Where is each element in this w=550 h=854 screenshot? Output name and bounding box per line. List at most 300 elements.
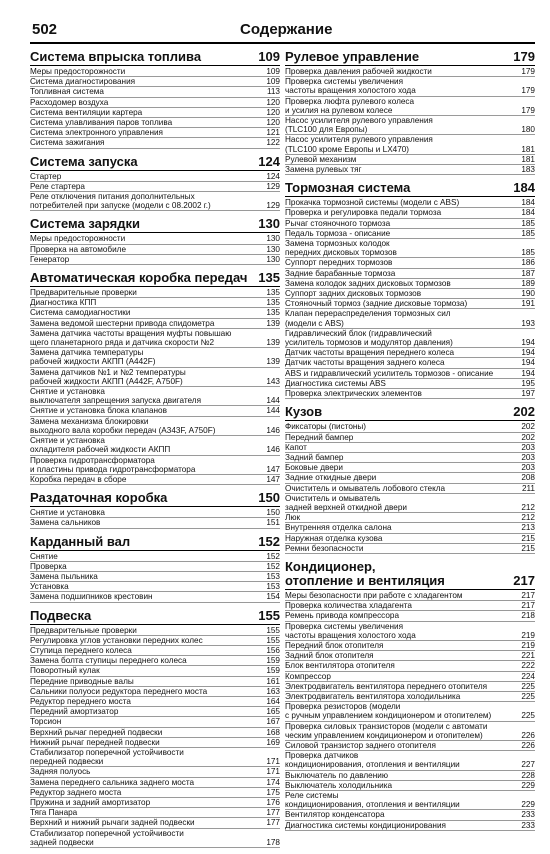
entry-title: Вентилятор конденсатора (285, 810, 385, 820)
toc-entry[interactable] (30, 108, 280, 118)
entry-page-number: 203 (521, 463, 535, 473)
toc-section (30, 155, 280, 212)
toc-entry[interactable] (30, 308, 280, 318)
entry-page-number: 152 (266, 551, 280, 561)
entry-page-number: 175 (266, 787, 280, 797)
toc-entry[interactable] (285, 258, 535, 268)
toc-entry[interactable] (30, 348, 280, 367)
entry-page-number: 189 (521, 278, 535, 288)
toc-entry[interactable] (285, 422, 535, 432)
page-number: 502 (32, 21, 58, 38)
toc-entry[interactable] (30, 288, 280, 298)
entry-title: Верхний и нижний рычаги задней подвески (30, 818, 195, 828)
entry-page-number: 179 (521, 105, 535, 115)
toc-entry[interactable] (30, 128, 280, 138)
toc-entry[interactable] (30, 67, 280, 77)
entry-title: Прокачка тормозной системы (модели с ABS) (285, 198, 460, 208)
toc-entry[interactable] (285, 591, 535, 601)
toc-entry[interactable] (285, 601, 535, 611)
entry-title: Клапан перераспределения тормозных сил (модели с ABS) (285, 309, 451, 328)
entry-title: Система электронного управления (30, 128, 163, 138)
entry-page-number: 193 (521, 318, 535, 328)
toc-entry[interactable] (285, 219, 535, 229)
toc-entry[interactable] (30, 77, 280, 87)
toc-entry[interactable] (30, 656, 280, 666)
toc-entry[interactable] (30, 778, 280, 788)
entry-title: Очиститель и омыватель лобового стекла (285, 483, 446, 493)
entry-title: Педаль тормоза - описание (285, 228, 391, 238)
entry-title: Блок вентилятора отопителя (285, 661, 395, 671)
entry-title: Электродвигатель вентилятора холодильника (285, 691, 461, 701)
entry-title: Проверка количества хладагента (285, 601, 412, 611)
toc-section (285, 560, 535, 831)
entry-page-number: 154 (266, 592, 280, 602)
toc-entry[interactable] (285, 810, 535, 820)
entry-page-number: 120 (266, 97, 280, 107)
entry-page-number: 226 (521, 740, 535, 750)
toc-entry[interactable] (30, 666, 280, 676)
toc-entry[interactable] (285, 544, 535, 554)
entry-title: Замена датчика частоты вращения муфты повышаю щего планетарного ряда и датчика скорости №2 (30, 328, 232, 348)
toc-entry[interactable] (285, 702, 535, 721)
entry-page-number: 176 (266, 797, 280, 807)
entry-title: Проверка системы увеличения частоты вращения холостого хода (285, 77, 416, 96)
toc-entry[interactable] (30, 829, 280, 848)
section-page-number: 155 (258, 607, 280, 623)
toc-entry[interactable] (285, 751, 535, 770)
toc-entry[interactable] (30, 436, 280, 455)
entry-title: ABS и гидравлический усилитель тормозов - описание (285, 368, 494, 378)
toc-entry[interactable] (285, 97, 535, 116)
entry-title: Реле стартера (30, 181, 85, 191)
toc-section (30, 491, 280, 528)
toc-entry[interactable] (285, 781, 535, 791)
entry-title: Снятие и установка выключателя запрещения запуска двигателя (30, 387, 202, 406)
entry-title: Замена рулевых тяг (285, 165, 362, 175)
section-heading[interactable] (30, 50, 280, 66)
entry-page-number: 179 (521, 67, 535, 76)
entry-page-number: 225 (521, 691, 535, 701)
entry-page-number: 179 (521, 86, 535, 96)
section-page-number: 202 (513, 404, 535, 420)
toc-entry[interactable] (285, 239, 535, 258)
toc-entry[interactable] (285, 641, 535, 651)
entry-page-number: 218 (521, 611, 535, 621)
toc-section (285, 405, 535, 554)
entry-page-number: 203 (521, 452, 535, 462)
entry-page-number: 202 (521, 432, 535, 442)
toc-entry[interactable] (285, 198, 535, 208)
toc-entry[interactable] (285, 682, 535, 692)
entry-page-number: 225 (521, 711, 535, 721)
entry-title: Проверка гидротрансформатора и пластины привода гидротрансформатора (30, 455, 196, 474)
entry-page-number: 185 (521, 228, 535, 238)
toc-entry[interactable] (285, 494, 535, 513)
entry-title: Датчик частоты вращения переднего колеса (285, 348, 455, 358)
section-heading[interactable] (30, 609, 280, 625)
entry-page-number: 225 (521, 681, 535, 691)
toc-entry[interactable] (285, 463, 535, 473)
entry-page-number: 168 (266, 727, 280, 737)
entry-page-number: 215 (521, 533, 535, 543)
entry-page-number: 163 (266, 686, 280, 696)
toc-entry[interactable] (285, 77, 535, 96)
toc-entry[interactable] (30, 406, 280, 416)
entry-title: Гидравлический блок (гидравлический усилитель тормозов и модулятор давления) (285, 328, 453, 348)
entry-page-number: 197 (521, 389, 535, 399)
toc-entry[interactable] (285, 309, 535, 328)
toc-entry[interactable] (30, 798, 280, 808)
entry-title: Стартер (30, 171, 62, 181)
toc-entry[interactable] (285, 443, 535, 453)
toc-entry[interactable] (30, 518, 280, 528)
section-title: Кузов (285, 404, 323, 420)
toc-entry[interactable] (285, 692, 535, 702)
entry-title: Суппорт задних дисковых тормозов (285, 289, 422, 299)
entry-title: Насос усилителя рулевого управления (TLC100 кроме Европы и LX470) (285, 135, 433, 154)
entry-title: Сальники полуоси редуктора переднего моста (30, 686, 208, 696)
entry-title: Датчик частоты вращения заднего колеса (285, 358, 445, 368)
entry-title: Проверка датчиков кондиционирования, отопления и вентиляции (285, 751, 460, 770)
toc-entry[interactable] (285, 67, 535, 77)
entry-page-number: 183 (521, 165, 535, 175)
entry-page-number: 144 (266, 406, 280, 416)
toc-entry[interactable] (30, 562, 280, 572)
entry-page-number: 211 (521, 483, 535, 493)
entry-title: Реле отключения питания дополнительных потребителей при запуске (модели с 08.2002 г.) (30, 192, 211, 211)
section-page-number: 179 (513, 49, 535, 64)
section-title: Система зарядки (30, 216, 140, 232)
entry-title: Проверка на автомобиле (30, 244, 127, 254)
entry-title: Проверка и регулировка педали тормоза (285, 208, 442, 218)
toc-entry[interactable] (285, 672, 535, 682)
toc-entry[interactable] (30, 626, 280, 636)
entry-title: Замена пыльника (30, 571, 98, 581)
entry-page-number: 129 (266, 181, 280, 191)
section-heading[interactable] (285, 181, 535, 197)
entry-title: Система зажигания (30, 138, 105, 148)
section-page-number: 130 (258, 216, 280, 232)
entry-title: Капот (285, 442, 307, 452)
entry-page-number: 194 (521, 358, 535, 368)
entry-page-number: 177 (266, 818, 280, 828)
entry-page-number: 222 (521, 661, 535, 671)
toc-entry[interactable] (30, 118, 280, 128)
entry-page-number: 178 (266, 837, 280, 847)
entry-page-number: 174 (266, 777, 280, 787)
entry-page-number: 156 (266, 645, 280, 655)
entry-page-number: 227 (521, 760, 535, 770)
toc-entry[interactable] (30, 572, 280, 582)
toc-entry[interactable] (30, 582, 280, 592)
toc-entry[interactable] (285, 155, 535, 165)
entry-title: Верхний рычаг передней подвески (30, 727, 163, 737)
entry-title: Предварительные проверки (30, 625, 137, 635)
toc-entry[interactable] (285, 791, 535, 810)
toc-entry[interactable] (285, 622, 535, 641)
entry-title: Ремни безопасности (285, 543, 364, 553)
entry-page-number: 130 (266, 244, 280, 254)
entry-title: Расходомер воздуха (30, 97, 109, 107)
toc-entry[interactable] (285, 289, 535, 299)
entry-page-number: 217 (521, 601, 535, 611)
toc-left-column (30, 50, 280, 854)
section-title: Рулевое управление (285, 49, 420, 64)
toc-entry[interactable] (30, 508, 280, 518)
toc-entry[interactable] (285, 165, 535, 175)
toc-entry[interactable] (285, 433, 535, 443)
entry-title: Редуктор переднего моста (30, 696, 131, 706)
section-title: Кондиционер, отопление и вентиляция (285, 558, 445, 588)
toc-entry[interactable] (285, 348, 535, 358)
entry-title: Пружина и задний амортизатор (30, 797, 151, 807)
section-heading[interactable] (30, 155, 280, 171)
toc-entry[interactable] (30, 387, 280, 406)
toc-entry[interactable] (30, 475, 280, 485)
entry-page-number: 228 (521, 770, 535, 780)
entry-title: Замена механизма блокировки выходного вала коробки передач (A343F, A750F) (30, 416, 216, 435)
toc-entry[interactable] (285, 651, 535, 661)
section-title: Система запуска (30, 153, 138, 169)
entry-title: Поворотный кулак (30, 666, 100, 676)
entry-page-number: 130 (266, 234, 280, 244)
entry-page-number: 202 (521, 422, 535, 432)
entry-title: Меры предосторожности (30, 234, 126, 244)
entry-page-number: 191 (521, 299, 535, 309)
entry-title: Коробка передач в сборе (30, 474, 127, 484)
entry-title: Диагностика системы кондиционирования (285, 820, 446, 830)
entry-title: Стабилизатор поперечной устойчивости задней подвески (30, 828, 184, 847)
entry-page-number: 153 (266, 582, 280, 592)
section-heading[interactable] (30, 535, 280, 551)
section-title: Раздаточная коробка (30, 490, 168, 506)
toc-entry[interactable] (30, 417, 280, 436)
entry-title: Проверка резисторов (модели с ручным управлением кондиционером и отопителем) (285, 702, 492, 721)
toc-entry[interactable] (285, 523, 535, 533)
toc-entry[interactable] (30, 98, 280, 108)
entry-page-number: 185 (521, 248, 535, 258)
toc-entry[interactable] (30, 192, 280, 211)
toc-entry[interactable] (285, 379, 535, 389)
entry-page-number: 229 (521, 800, 535, 810)
entry-page-number: 122 (266, 138, 280, 148)
entry-page-number: 190 (521, 289, 535, 299)
entry-page-number: 129 (266, 201, 280, 211)
entry-page-number: 233 (521, 820, 535, 830)
toc-entry[interactable] (30, 138, 280, 148)
toc-right-column (285, 50, 535, 837)
entry-page-number: 121 (266, 128, 280, 138)
toc-entry[interactable] (285, 229, 535, 239)
toc-entry[interactable] (285, 369, 535, 379)
entry-title: Замена колодок задних дисковых тормозов (285, 278, 451, 288)
toc-entry[interactable] (30, 767, 280, 777)
entry-title: Передний блок отопителя (285, 640, 384, 650)
entry-page-number: 120 (266, 118, 280, 128)
entry-page-number: 229 (521, 780, 535, 790)
section-page-number: 124 (258, 153, 280, 169)
entry-title: Снятие (30, 551, 58, 561)
section-heading[interactable] (285, 560, 535, 590)
section-title: Тормозная система (285, 180, 411, 196)
entry-page-number: 221 (521, 651, 535, 661)
entry-page-number: 130 (266, 254, 280, 264)
entry-title: Замена тормозных колодок передних дисковых тормозов (285, 239, 397, 258)
entry-title: Установка (30, 582, 69, 592)
entry-page-number: 167 (266, 717, 280, 727)
entry-page-number: 226 (521, 730, 535, 740)
entry-title: Суппорт передних тормозов (285, 258, 393, 268)
toc-entry[interactable] (285, 771, 535, 781)
toc-entry[interactable] (285, 453, 535, 463)
entry-page-number: 186 (521, 258, 535, 268)
toc-entry[interactable] (30, 234, 280, 244)
toc-entry[interactable] (30, 456, 280, 475)
toc-entry[interactable] (285, 299, 535, 309)
toc-entry[interactable] (285, 661, 535, 671)
section-heading[interactable] (30, 271, 280, 287)
toc-entry[interactable] (30, 87, 280, 97)
entry-page-number: 184 (521, 198, 535, 208)
toc-entry[interactable] (30, 677, 280, 687)
section-page-number: 135 (258, 270, 280, 286)
entry-page-number: 185 (521, 218, 535, 228)
toc-entry[interactable] (30, 748, 280, 767)
entry-title: Задние барабанные тормоза (285, 268, 396, 278)
entry-title: Реле системы кондиционирования, отопления и вентиляции (285, 791, 460, 810)
section-title: Карданный вал (30, 533, 131, 549)
section-page-number: 184 (513, 180, 535, 196)
entry-title: Замена болта ступицы переднего колеса (30, 656, 187, 666)
entry-page-number: 147 (266, 474, 280, 484)
entry-title: Задние откидные двери (285, 473, 377, 483)
toc-entry[interactable] (30, 808, 280, 818)
entry-title: Боковые двери (285, 463, 343, 473)
toc-entry[interactable] (30, 245, 280, 255)
toc-entry[interactable] (30, 172, 280, 182)
toc-entry[interactable] (285, 473, 535, 483)
entry-title: Регулировка углов установки передних колес (30, 635, 203, 645)
entry-title: Снятие и установка охладителя рабочей жидкости АКПП (30, 436, 171, 455)
toc-entry[interactable] (30, 319, 280, 329)
entry-title: Проверка (30, 561, 67, 571)
toc-entry[interactable] (285, 741, 535, 751)
entry-title: Электродвигатель вентилятора переднего отопителя (285, 681, 488, 691)
entry-title: Система самодиагностики (30, 308, 131, 318)
entry-page-number: 150 (266, 508, 280, 518)
toc-entry[interactable] (285, 513, 535, 523)
section-page-number: 152 (258, 533, 280, 549)
entry-page-number: 147 (266, 464, 280, 474)
toc-entry[interactable] (30, 818, 280, 828)
entry-page-number: 143 (266, 376, 280, 386)
entry-page-number: 161 (266, 676, 280, 686)
entry-title: Генератор (30, 254, 70, 264)
toc-section (30, 217, 280, 265)
toc-entry[interactable] (30, 182, 280, 192)
toc-entry[interactable] (285, 389, 535, 399)
entry-title: Ремень привода компрессора (285, 611, 400, 621)
toc-entry[interactable] (30, 788, 280, 798)
entry-title: Замена сальников (30, 518, 101, 528)
section-heading[interactable] (30, 217, 280, 233)
toc-entry[interactable] (30, 329, 280, 348)
toc-entry[interactable] (285, 269, 535, 279)
entry-title: Внутренняя отделка салона (285, 523, 392, 533)
toc-entry[interactable] (285, 279, 535, 289)
entry-page-number: 146 (266, 425, 280, 435)
toc-entry[interactable] (30, 707, 280, 717)
toc-entry[interactable] (30, 552, 280, 562)
entry-page-number: 180 (521, 125, 535, 135)
toc-entry[interactable] (30, 646, 280, 656)
section-heading[interactable] (30, 491, 280, 507)
entry-page-number: 177 (266, 808, 280, 818)
toc-entry[interactable] (285, 329, 535, 348)
toc-entry[interactable] (285, 135, 535, 154)
toc-entry[interactable] (30, 687, 280, 697)
entry-page-number: 135 (266, 308, 280, 318)
entry-page-number: 135 (266, 288, 280, 298)
toc-entry[interactable] (30, 738, 280, 748)
entry-page-number: 213 (521, 523, 535, 533)
toc-entry[interactable] (30, 697, 280, 707)
entry-title: Замена подшипников крестовин (30, 592, 153, 602)
entry-title: Задний бампер (285, 452, 344, 462)
toc-entry[interactable] (285, 116, 535, 135)
entry-page-number: 146 (266, 445, 280, 455)
toc-entry[interactable] (285, 821, 535, 831)
page-title: Содержание (240, 21, 333, 38)
entry-title: Силовой транзистор заднего отопителя (285, 740, 436, 750)
toc-entry[interactable] (30, 255, 280, 265)
toc-entry[interactable] (285, 484, 535, 494)
toc-entry[interactable] (30, 728, 280, 738)
section-page-number: 109 (258, 49, 280, 64)
toc-section (30, 535, 280, 603)
section-heading[interactable] (285, 405, 535, 421)
toc-entry[interactable] (285, 208, 535, 218)
section-title: Подвеска (30, 607, 92, 623)
toc-entry[interactable] (30, 592, 280, 602)
entry-title: Проверка силовых транзисторов (модели с автомати ческим управлением кондиционером и отопителем) (285, 721, 488, 740)
entry-title: Фиксаторы (пистоны) (285, 422, 367, 432)
entry-page-number: 219 (521, 630, 535, 640)
entry-page-number: 217 (521, 590, 535, 600)
toc-entry[interactable] (30, 368, 280, 387)
entry-title: Тяга Панара (30, 808, 78, 818)
toc-entry[interactable] (285, 534, 535, 544)
section-heading[interactable] (285, 50, 535, 66)
toc-entry[interactable] (30, 636, 280, 646)
entry-title: Диагностика КПП (30, 298, 97, 308)
toc-entry[interactable] (285, 722, 535, 741)
toc-entry[interactable] (30, 717, 280, 727)
entry-title: Компрессор (285, 671, 331, 681)
entry-title: Топливная система (30, 87, 104, 97)
toc-entry[interactable] (285, 611, 535, 621)
entry-title: Очиститель и омыватель задней верхней откидной двери (285, 493, 407, 512)
entry-page-number: 181 (521, 154, 535, 164)
entry-title: Проверка системы увеличения частоты вращения холостого хода (285, 621, 416, 640)
toc-entry[interactable] (30, 298, 280, 308)
entry-title: Наружная отделка кузова (285, 533, 383, 543)
entry-title: Люк (285, 513, 301, 523)
entry-title: Замена датчика температуры рабочей жидкости АКПП (A442F) (30, 348, 156, 367)
entry-page-number: 144 (266, 396, 280, 406)
entry-title: Система улавливания паров топлива (30, 118, 173, 128)
toc-entry[interactable] (285, 358, 535, 368)
